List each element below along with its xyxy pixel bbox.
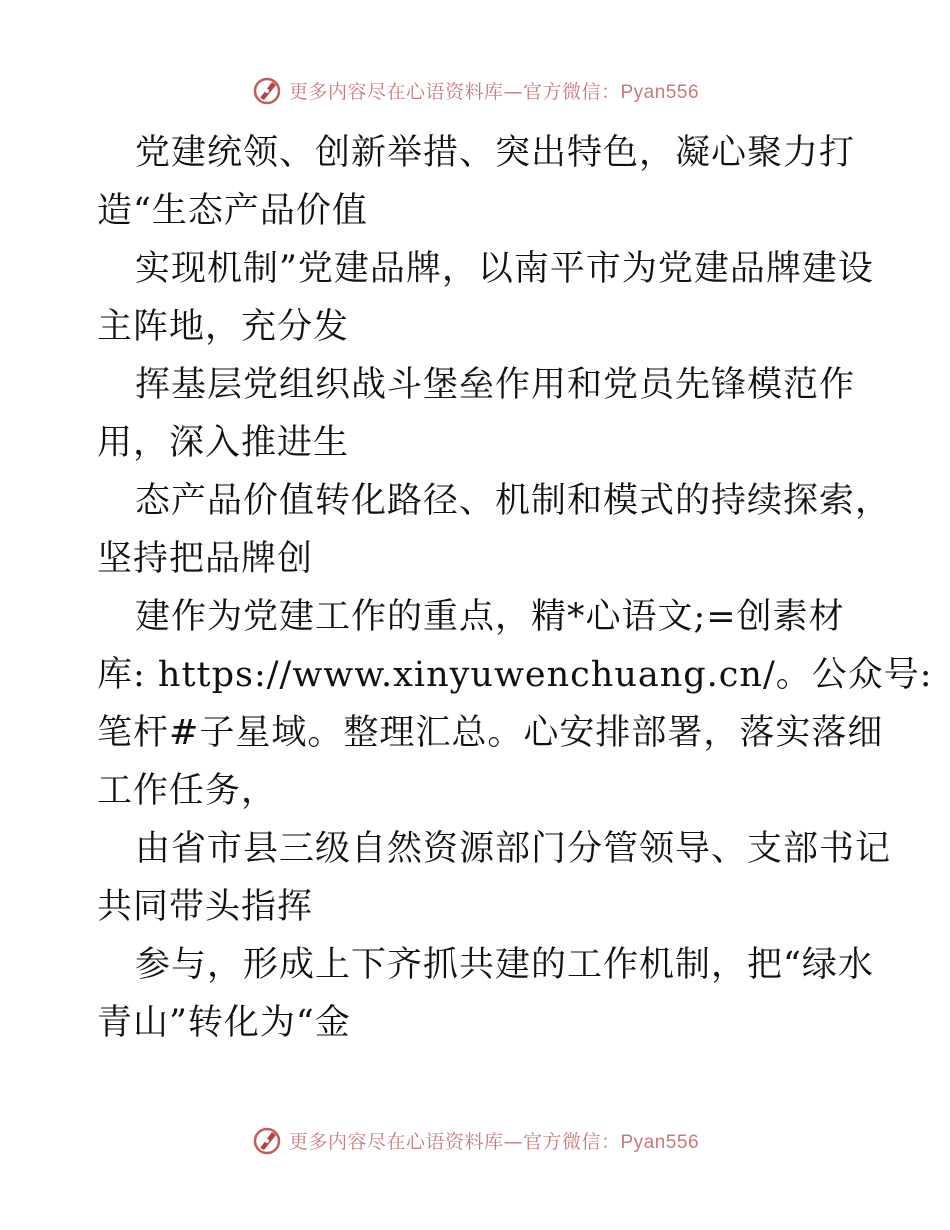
watermark-text: 更多内容尽在心语资料库—官方微信：Pyan556 (288, 1130, 700, 1153)
paragraph-line: 笔杆#子星域。整理汇总。心安排部署，落实落细 (97, 713, 884, 753)
paragraph-line: 党建统领、创新举措、突出特色，凝心聚力打 (135, 133, 856, 173)
paragraph-line: 主阵地，充分发 (97, 307, 350, 347)
paragraph-5 (97, 588, 933, 820)
paragraph-line: 造“生态产品价值 (97, 191, 368, 231)
watermark-text: 更多内容尽在心语资料库—官方微信：Pyan556 (288, 80, 700, 103)
document-body (97, 124, 933, 1052)
pen-nib-circle-icon (251, 74, 283, 106)
paragraph-4 (97, 472, 892, 588)
header-watermark (0, 70, 950, 110)
paragraph-line: 参与，形成上下齐抓共建的工作机制，把“绿水 (135, 945, 874, 985)
paragraph-line: 由省市县三级自然资源部门分管领导、支部书记 (135, 829, 892, 869)
paragraph-line: 实现机制”党建品牌，以南平市为党建品牌建设 (135, 249, 874, 289)
paragraph-line: 建作为党建工作的重点，精*心语文;=创素材 (135, 597, 845, 637)
footer-watermark (0, 1120, 950, 1160)
pen-nib-circle-icon (251, 1124, 283, 1156)
paragraph-line: 库: https://www.xinyuwenchuang.cn/。公众号: (97, 655, 933, 695)
paragraph-line: 共同带头指挥 (97, 887, 314, 927)
paragraph-2 (97, 240, 877, 356)
paragraph-line: 挥基层党组织战斗堡垒作用和党员先锋模范作 (135, 365, 856, 405)
paragraph-6 (97, 820, 892, 936)
paragraph-line: 态产品价值转化路径、机制和模式的持续探索， (135, 481, 892, 521)
paragraph-line: 青山”转化为“金 (97, 1003, 351, 1043)
paragraph-7 (97, 936, 877, 1052)
paragraph-1 (97, 124, 877, 240)
paragraph-line: 工作任务， (97, 771, 278, 811)
paragraph-line: 用，深入推进生 (97, 423, 350, 463)
paragraph-line: 坚持把品牌创 (97, 539, 314, 579)
paragraph-3 (97, 356, 877, 472)
